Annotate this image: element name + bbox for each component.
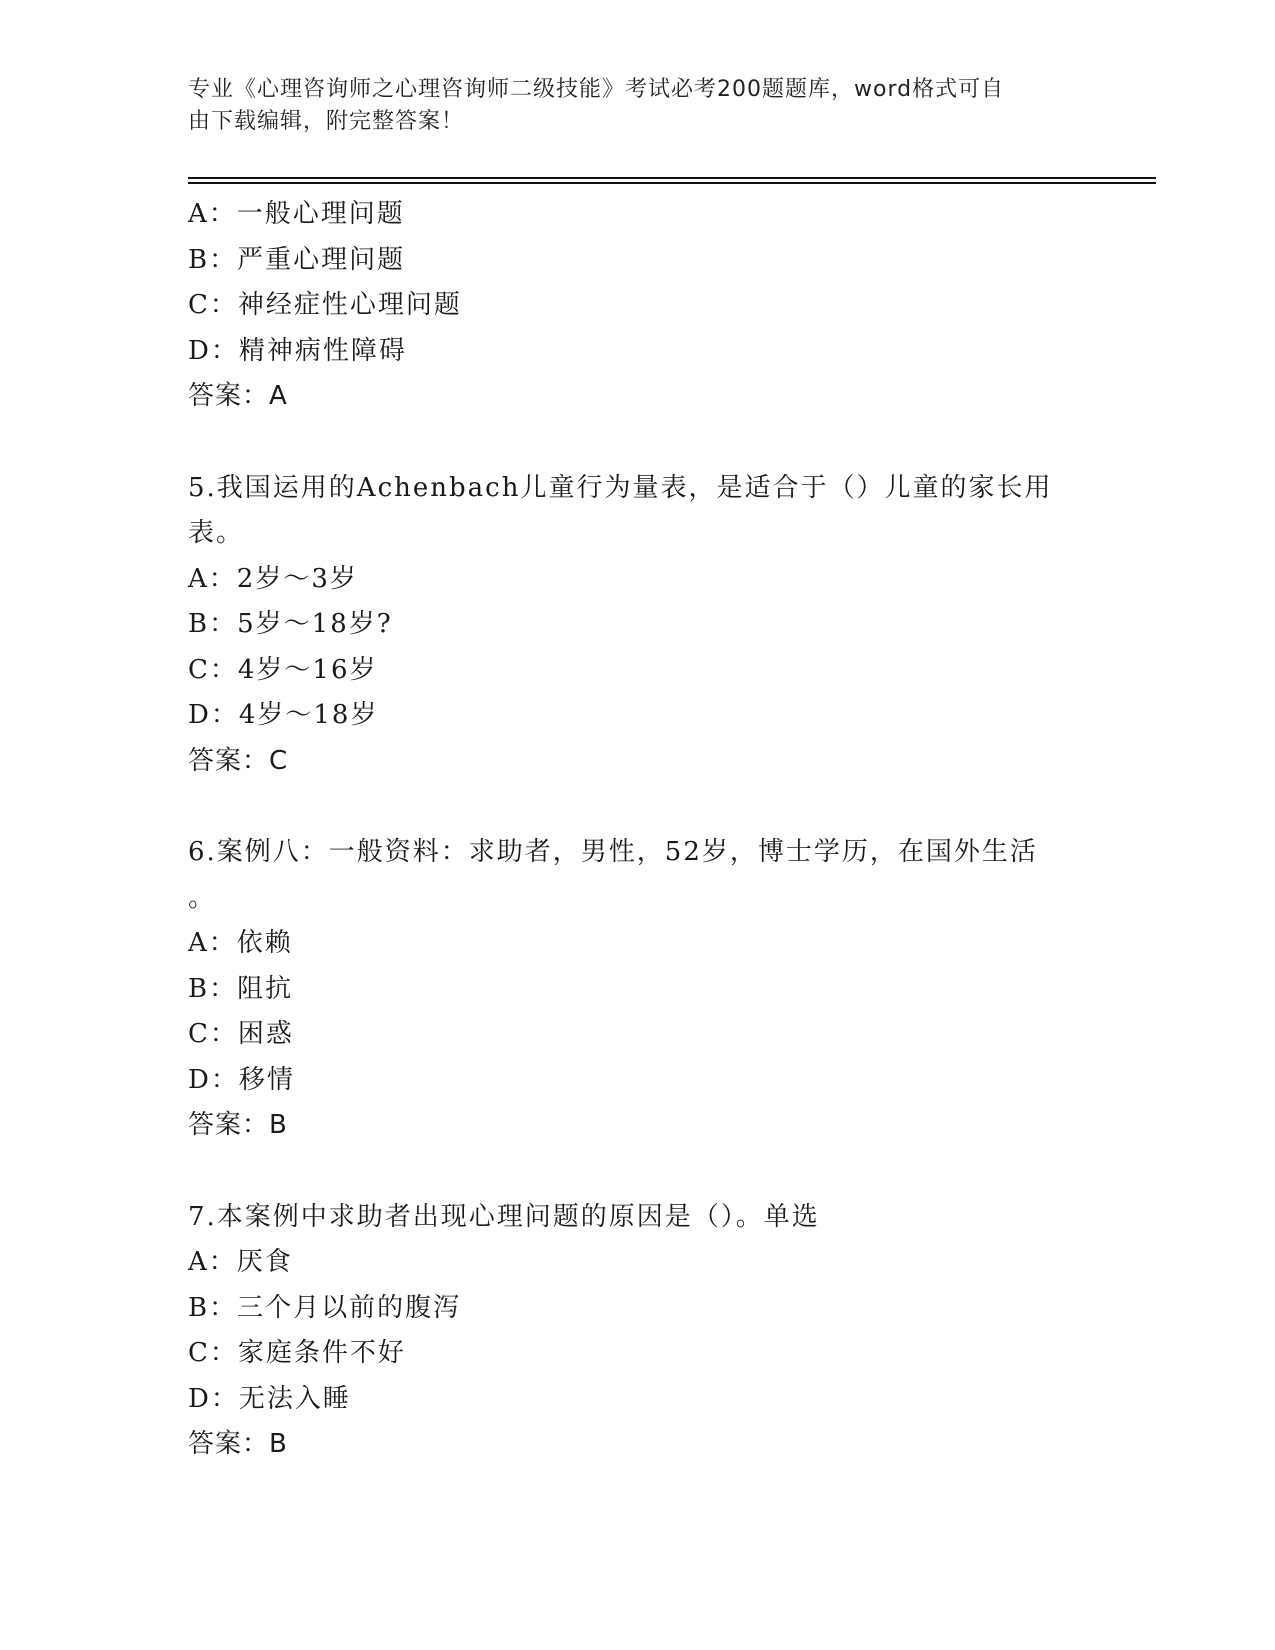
option-c: C：困惑 <box>188 1019 294 1049</box>
option-c: C：神经症性心理问题 <box>188 290 462 320</box>
option-c: C：家庭条件不好 <box>188 1338 406 1368</box>
option-a: A：一般心理问题 <box>188 199 405 229</box>
question-stem-line-1: 6.案例八：一般资料：求助者，男性，52岁，博士学历，在国外生活 <box>188 837 1038 867</box>
question-stem-line-1: 5.我国运用的Achenbach儿童行为量表，是适合于（）儿童的家长用 <box>188 472 1053 503</box>
option-d: D：移情 <box>188 1064 295 1095</box>
option-b: B：5岁～18岁? <box>188 609 393 639</box>
option-c: C：4岁～16岁 <box>188 654 378 685</box>
option-b: B：严重心理问题 <box>188 244 406 275</box>
answer-line: 答案：C <box>188 745 289 776</box>
document-header <box>188 74 1068 138</box>
option-d: D：精神病性障碍 <box>188 335 407 366</box>
answer-line: 答案：B <box>188 1110 288 1140</box>
question-stem-line-2: 表。 <box>188 518 245 548</box>
option-b: B：三个月以前的腹泻 <box>188 1292 462 1323</box>
answer-line: 答案：A <box>188 381 288 411</box>
answer-line: 答案：B <box>188 1429 288 1459</box>
question-6 <box>188 830 1088 1149</box>
option-a: A：依赖 <box>188 928 293 958</box>
option-d: D：无法入睡 <box>188 1383 351 1414</box>
option-b: B：阻抗 <box>188 973 294 1004</box>
question-list <box>188 192 1088 1468</box>
option-a: A：2岁～3岁 <box>188 563 358 594</box>
option-a: A：厌食 <box>188 1247 293 1277</box>
question-stem-line-2: 。 <box>188 882 217 913</box>
header-divider-bottom <box>188 182 1156 184</box>
question-stem-line-1: 7.本案例中求助者出现心理问题的原因是（）。单选 <box>188 1201 820 1232</box>
question-5 <box>188 466 1088 785</box>
question-7 <box>188 1195 1088 1468</box>
header-line-2: 由下载编辑，附完整答案！ <box>188 109 465 134</box>
header-divider-top <box>188 177 1156 179</box>
header-line-1: 专业《心理咨询师之心理咨询师二级技能》考试必考200题题库，word格式可自 <box>188 77 1005 102</box>
option-d: D：4岁～18岁 <box>188 700 379 730</box>
question-4 <box>188 192 1088 420</box>
